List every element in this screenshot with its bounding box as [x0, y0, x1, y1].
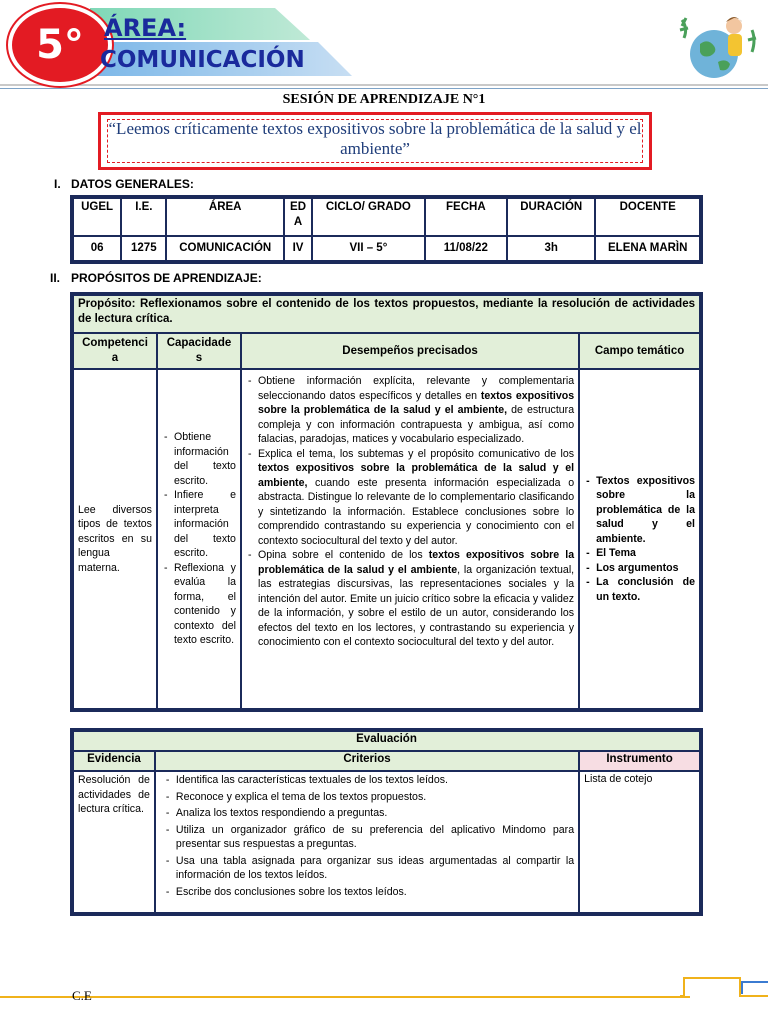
- header-divider: [0, 84, 768, 86]
- section-2-number: II.: [50, 271, 61, 285]
- capacidades-cell: [158, 370, 240, 708]
- session-quote: “Leemos críticamente textos expositivos sobre la problemática de la salud y el ambiente”: [108, 119, 642, 158]
- footer-label: C.E: [72, 988, 92, 1003]
- campo-cell: [580, 370, 699, 708]
- purpose-statement: Propósito: Reflexionamos sobre el contenido de los textos propuestos, mediante la resolución de actividades de lectura crítica.: [74, 296, 699, 332]
- area-label: ÁREA:: [104, 14, 187, 42]
- list-item: - Escribe dos conclusiones sobre los textos leídos.: [164, 885, 574, 900]
- value-cell: 11/08/22: [426, 237, 506, 260]
- header-cell: ED A: [285, 199, 311, 235]
- list-item: - La conclusión de un texto.: [584, 575, 695, 604]
- col-header-capacidades: Capacidade s: [158, 334, 240, 368]
- list-item: - Infiere e interpreta información del texto escrito.: [162, 488, 236, 561]
- competencia-cell: Lee diversos tipos de textos escritos en su lengua materna.: [74, 370, 156, 708]
- header-cell: UGEL: [74, 199, 120, 235]
- list-item: - Usa una tabla asignada para organizar sus ideas argumentadas al compartir la información de los textos leídos.: [164, 854, 574, 883]
- footer-divider: [0, 996, 690, 998]
- section-1-heading: DATOS GENERALES:: [71, 177, 194, 191]
- purposes-table: [70, 292, 703, 712]
- capacidades-list: [162, 430, 236, 648]
- footer-corner-decoration: [680, 976, 768, 1000]
- desempenos-list: [246, 374, 574, 650]
- list-item: - Explica el tema, los subtemas y el propósito comunicativo de los textos expositivos sobre la problemática de la salud y el ambiente, cuando este presenta información especializada o abstracta. Distingue lo relevante de lo complementario clasificando y sintetizando la información. Establece conclusiones sobre lo comprendido contrastando su experiencia y conocimiento con el contexto sociocultural del texto y del autor.: [246, 447, 574, 549]
- header-divider-thin: [0, 88, 768, 89]
- header-cell: FECHA: [426, 199, 506, 235]
- list-item: - Textos expositivos sobre la problemática de la salud y el ambiente.: [584, 474, 695, 547]
- list-item: - Identifica las características textuales de los textos leídos.: [164, 773, 574, 788]
- header-cell: CICLO/ GRADO: [313, 199, 424, 235]
- criterios-list: [164, 773, 574, 899]
- value-cell: 3h: [508, 237, 594, 260]
- col-header-instrumento: Instrumento: [580, 752, 699, 770]
- campo-list: [584, 474, 695, 605]
- evaluation-title: Evaluación: [74, 732, 699, 750]
- header-cell: I.E.: [122, 199, 165, 235]
- evidencia-cell: Resolución de actividades de lectura crítica.: [74, 772, 154, 912]
- criterios-cell: [156, 772, 578, 912]
- list-item: - Reconoce y explica el tema de los textos propuestos.: [164, 790, 574, 805]
- value-cell: 1275: [122, 237, 165, 260]
- value-cell: VII – 5°: [313, 237, 424, 260]
- value-cell: 06: [74, 237, 120, 260]
- desempenos-cell: [242, 370, 578, 708]
- col-header-desempenos: Desempeños precisados: [242, 334, 578, 368]
- list-item: - Obtiene información explícita, relevante y complementaria seleccionando datos específicos y detalles en textos expositivos sobre la problemática de la salud y el ambiente, de estructura compleja y con información contrapuesta y ambigua, así como falacias, paradojas, matices y vocabulario especializado.: [246, 374, 574, 447]
- area-name: COMUNICACIÓN: [100, 47, 305, 73]
- list-item: - Utiliza un organizador gráfico de su preferencia del aplicativo Mindomo para presentar sus respuestas a preguntas.: [164, 823, 574, 852]
- header-cell: DOCENTE: [596, 199, 699, 235]
- col-header-campo: Campo temático: [580, 334, 699, 368]
- grade-badge: 5°: [8, 4, 112, 86]
- session-quote-box: [98, 112, 652, 170]
- session-title: SESIÓN DE APRENDIZAJE N°1: [282, 92, 486, 107]
- evaluation-table: [70, 728, 703, 916]
- list-item: - Obtiene información del texto escrito.: [162, 430, 236, 488]
- col-header-criterios: Criterios: [156, 752, 578, 770]
- earth-illustration-icon: [672, 10, 762, 82]
- list-item: - El Tema: [584, 546, 695, 561]
- col-header-competencia: Competenci a: [74, 334, 156, 368]
- section-1-number: I.: [54, 177, 61, 191]
- col-header-evidencia: Evidencia: [74, 752, 154, 770]
- section-2-heading: PROPÓSITOS DE APRENDIZAJE:: [71, 271, 262, 285]
- instrumento-cell: Lista de cotejo: [580, 772, 699, 912]
- header-cell: ÁREA: [167, 199, 283, 235]
- list-item: - Reflexiona y evalúa la forma, el contenido y contexto del texto escrito.: [162, 561, 236, 648]
- header-cell: DURACIÓN: [508, 199, 594, 235]
- value-cell: IV: [285, 237, 311, 260]
- value-cell: COMUNICACIÓN: [167, 237, 283, 260]
- value-cell: ELENA MARÌN: [596, 237, 699, 260]
- general-data-table: [70, 195, 703, 264]
- list-item: - Los argumentos: [584, 561, 695, 576]
- list-item: - Opina sobre el contenido de los textos expositivos sobre la problemática de la salud y el ambiente, la organización textual, las estrategias discursivas, las representaciones sociales y la intención del autor. Emite un juicio crítico sobre la eficacia y validez de la información, y sobre el estilo de un autor, considerando los efectos del texto en los lectores, y contrastando su experiencia y conocimiento con el contexto sociocultural del texto y del autor.: [246, 548, 574, 650]
- list-item: - Analiza los textos respondiendo a preguntas.: [164, 806, 574, 821]
